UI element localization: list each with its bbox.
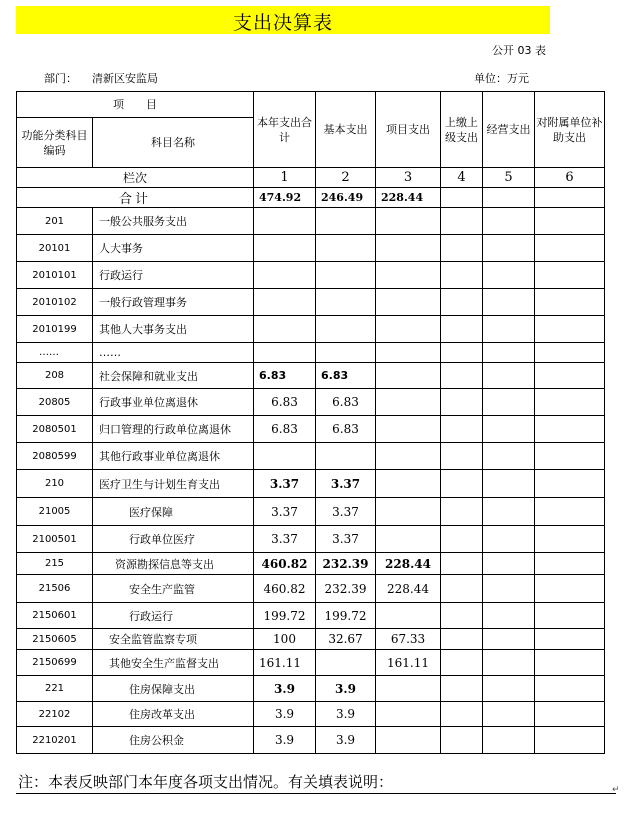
row-total <box>254 262 316 289</box>
row-project <box>376 235 441 262</box>
row-project <box>376 603 441 629</box>
form-code: 公开 03 表 <box>492 44 546 57</box>
row-basic: 3.9 <box>316 676 376 702</box>
row-code: 2010101 <box>17 262 93 289</box>
row-total: 3.9 <box>254 727 316 754</box>
row-name: 住房改革支出 <box>93 702 254 727</box>
row-project: 67.33 <box>376 629 441 650</box>
project-header: 项目支出 <box>376 92 441 168</box>
colnum: 5 <box>483 168 535 188</box>
department-label: 部门： <box>44 72 77 85</box>
table-row <box>17 416 605 443</box>
row-project <box>376 208 441 235</box>
row-code: 215 <box>17 553 93 575</box>
row-name: 行政单位医疗 <box>93 526 254 553</box>
row-name: 行政运行 <box>93 262 254 289</box>
row-project <box>376 727 441 754</box>
table-row <box>17 575 605 603</box>
table-row <box>17 289 605 316</box>
row-name: 安全监管监察专项 <box>93 629 254 650</box>
row-basic: 6.83 <box>316 363 376 389</box>
row-project: 228.44 <box>376 575 441 603</box>
row-name: 住房保障支出 <box>93 676 254 702</box>
table-row <box>17 235 605 262</box>
table-row <box>17 389 605 416</box>
row-name: 行政运行 <box>93 603 254 629</box>
row-name: 其他行政事业单位离退休 <box>93 443 254 470</box>
table-row <box>17 629 605 650</box>
row-project <box>376 289 441 316</box>
row-total <box>254 235 316 262</box>
row-code: 2150699 <box>17 650 93 676</box>
title-bar <box>16 6 550 34</box>
row-basic: 232.39 <box>316 575 376 603</box>
total-header: 本年支出合计 <box>254 92 316 168</box>
row-total: 3.9 <box>254 702 316 727</box>
table-row <box>17 498 605 526</box>
row-project <box>376 498 441 526</box>
row-project <box>376 343 441 363</box>
row-basic <box>316 289 376 316</box>
row-code: 2010102 <box>17 289 93 316</box>
row-basic: 3.37 <box>316 526 376 553</box>
row-total: 6.83 <box>254 416 316 443</box>
row-project <box>376 316 441 343</box>
row-project <box>376 526 441 553</box>
paragraph-mark-icon: ↵ <box>612 785 620 795</box>
row-project <box>376 416 441 443</box>
business-header: 经营支出 <box>483 92 535 168</box>
row-basic: 3.37 <box>316 470 376 498</box>
row-code: 2210201 <box>17 727 93 754</box>
name-header: 科目名称 <box>93 118 254 168</box>
table-row <box>17 316 605 343</box>
row-basic <box>316 262 376 289</box>
row-code: 2080501 <box>17 416 93 443</box>
row-total: 3.37 <box>254 498 316 526</box>
row-code: 2150605 <box>17 629 93 650</box>
row-code: 208 <box>17 363 93 389</box>
total-row-label: 合计 <box>17 188 254 208</box>
row-name: 一般行政管理事务 <box>93 289 254 316</box>
table-row <box>17 727 605 754</box>
unit-label: 单位：万元 <box>474 72 529 85</box>
row-code: 2080599 <box>17 443 93 470</box>
upper-header: 上缴上级支出 <box>441 92 483 168</box>
row-code: 210 <box>17 470 93 498</box>
lanci-label: 栏次 <box>17 168 254 188</box>
row-project <box>376 389 441 416</box>
row-total <box>254 443 316 470</box>
row-name: …… <box>93 343 254 363</box>
code-header: 功能分类科目编码 <box>17 118 93 168</box>
row-code: …… <box>17 343 93 363</box>
row-basic: 3.9 <box>316 727 376 754</box>
table-row <box>17 363 605 389</box>
row-name: 医疗卫生与计划生育支出 <box>93 470 254 498</box>
total-row-basic: 246.49 <box>316 188 376 208</box>
colnum: 1 <box>254 168 316 188</box>
table-row <box>17 343 605 363</box>
table-row <box>17 208 605 235</box>
row-total: 6.83 <box>254 389 316 416</box>
row-project <box>376 702 441 727</box>
total-row-total: 474.92 <box>254 188 316 208</box>
row-code: 21506 <box>17 575 93 603</box>
row-total <box>254 316 316 343</box>
colnum: 4 <box>441 168 483 188</box>
row-total: 100 <box>254 629 316 650</box>
row-project <box>376 443 441 470</box>
page-title: 支出决算表 <box>232 12 333 34</box>
row-basic <box>316 650 376 676</box>
row-code: 20101 <box>17 235 93 262</box>
row-basic <box>316 316 376 343</box>
table-row <box>17 553 605 575</box>
row-total: 460.82 <box>254 575 316 603</box>
row-code: 2100501 <box>17 526 93 553</box>
row-name: 人大事务 <box>93 235 254 262</box>
row-project: 228.44 <box>376 553 441 575</box>
row-project <box>376 262 441 289</box>
row-project <box>376 470 441 498</box>
table-row <box>17 443 605 470</box>
table-row <box>17 650 605 676</box>
row-code: 2150601 <box>17 603 93 629</box>
row-name: 医疗保障 <box>93 498 254 526</box>
row-code: 22102 <box>17 702 93 727</box>
row-code: 2010199 <box>17 316 93 343</box>
row-basic <box>316 208 376 235</box>
row-total: 3.9 <box>254 676 316 702</box>
row-basic: 6.83 <box>316 416 376 443</box>
row-basic <box>316 235 376 262</box>
row-code: 20805 <box>17 389 93 416</box>
row-name: 归口管理的行政单位离退休 <box>93 416 254 443</box>
row-basic: 6.83 <box>316 389 376 416</box>
table-row <box>17 470 605 498</box>
colnum: 6 <box>535 168 605 188</box>
table-row <box>17 603 605 629</box>
footnote-underline <box>16 793 616 794</box>
row-total <box>254 343 316 363</box>
row-name: 住房公积金 <box>93 727 254 754</box>
row-basic <box>316 343 376 363</box>
colnum: 2 <box>316 168 376 188</box>
row-total: 3.37 <box>254 526 316 553</box>
row-name: 一般公共服务支出 <box>93 208 254 235</box>
row-total <box>254 289 316 316</box>
row-basic <box>316 443 376 470</box>
row-project: 161.11 <box>376 650 441 676</box>
row-name: 其他安全生产监督支出 <box>93 650 254 676</box>
row-basic: 3.37 <box>316 498 376 526</box>
footnote: 注：本表反映部门本年度各项支出情况。有关填表说明： <box>18 773 394 791</box>
row-code: 201 <box>17 208 93 235</box>
row-basic: 3.9 <box>316 702 376 727</box>
row-name: 资源勘探信息等支出 <box>93 553 254 575</box>
row-total <box>254 208 316 235</box>
row-total: 199.72 <box>254 603 316 629</box>
row-name: 安全生产监管 <box>93 575 254 603</box>
row-name: 其他人大事务支出 <box>93 316 254 343</box>
row-total: 6.83 <box>254 363 316 389</box>
row-code: 221 <box>17 676 93 702</box>
row-project <box>376 363 441 389</box>
department-value: 清新区安监局 <box>92 72 158 85</box>
expenditure-table <box>16 91 605 754</box>
row-project <box>376 676 441 702</box>
table-row <box>17 676 605 702</box>
table-row <box>17 702 605 727</box>
row-name: 社会保障和就业支出 <box>93 363 254 389</box>
row-code: 21005 <box>17 498 93 526</box>
total-row-project: 228.44 <box>376 188 441 208</box>
row-total: 460.82 <box>254 553 316 575</box>
row-total: 161.11 <box>254 650 316 676</box>
item-header: 项 目 <box>17 92 254 118</box>
table-row <box>17 526 605 553</box>
row-basic: 199.72 <box>316 603 376 629</box>
basic-header: 基本支出 <box>316 92 376 168</box>
row-basic: 32.67 <box>316 629 376 650</box>
row-total: 3.37 <box>254 470 316 498</box>
table-row <box>17 262 605 289</box>
subsidy-header: 对附属单位补助支出 <box>535 92 605 168</box>
row-basic: 232.39 <box>316 553 376 575</box>
colnum: 3 <box>376 168 441 188</box>
row-name: 行政事业单位离退休 <box>93 389 254 416</box>
